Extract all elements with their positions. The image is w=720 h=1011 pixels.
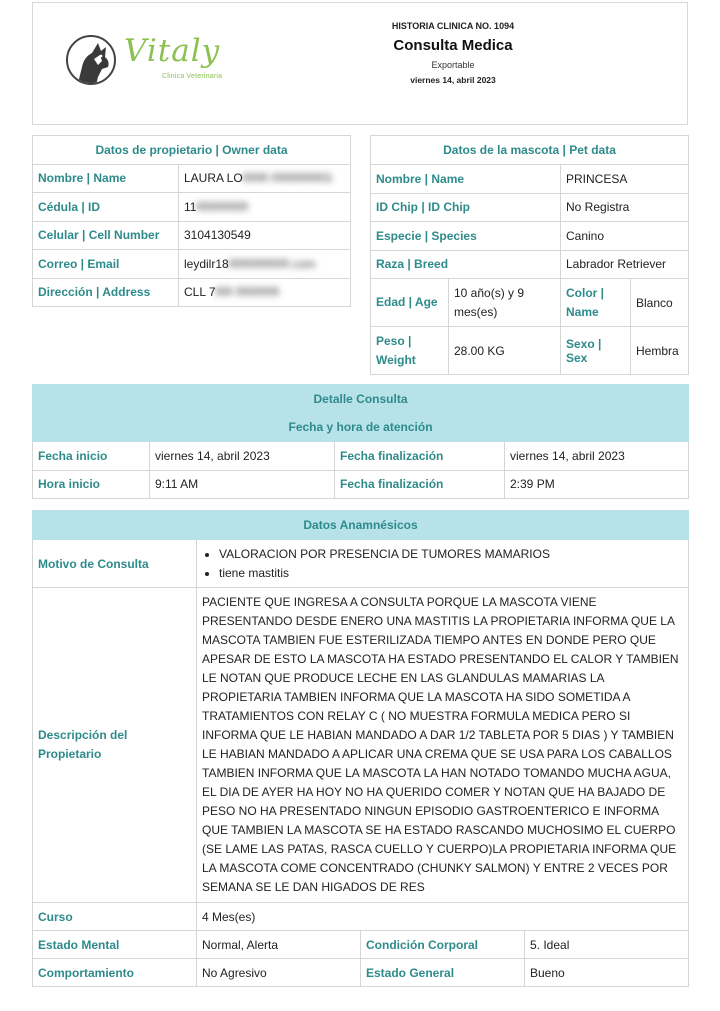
fecha-fin-value: viernes 14, abril 2023 (505, 442, 689, 471)
curso-label: Curso (33, 903, 197, 931)
pet-sex-value: Hembra (631, 327, 689, 375)
fecha-fin-label: Fecha finalización (335, 442, 505, 471)
table-row (33, 588, 689, 903)
condicion-corporal-label: Condición Corporal (361, 931, 525, 959)
header-text (333, 3, 573, 85)
hora-fin-label: Fecha finalización (335, 470, 505, 499)
table-row (33, 164, 351, 193)
brand-subtitle: Clinica Veterinaria (162, 73, 223, 80)
owner-address-value (179, 278, 351, 307)
pet-weight-value: 28.00 KG (449, 327, 561, 375)
pet-weight-label: Peso | Weight (371, 327, 449, 375)
table-row (33, 193, 351, 222)
comportamiento-value: No Agresivo (197, 959, 361, 987)
owner-email-blurred: RRRRRRR.com (228, 256, 316, 271)
pet-data-table (370, 135, 689, 375)
owner-cell-value (179, 221, 351, 250)
table-row (371, 222, 689, 251)
fecha-inicio-label: Fecha inicio (33, 442, 150, 471)
hora-fin-value: 2:39 PM (505, 470, 689, 499)
anamnesis-section-title: Datos Anamnésicos (33, 511, 689, 540)
table-row (33, 221, 351, 250)
owner-email-visible: leydilr18 (184, 256, 229, 271)
pet-breed-label: Raza | Breed (371, 250, 561, 279)
table-row (33, 959, 689, 987)
estado-general-label: Estado General (361, 959, 525, 987)
brand-name: Vitaly (124, 33, 221, 69)
descripcion-value (197, 588, 689, 903)
estado-general-value: Bueno (525, 959, 689, 987)
motivo-list (202, 545, 683, 583)
owner-name-visible: LAURA LO (184, 171, 243, 186)
pet-chip-label: ID Chip | ID Chip (371, 193, 561, 222)
table-row (33, 931, 689, 959)
document-subtitle: Exportable (431, 60, 475, 70)
motivo-label: Motivo de Consulta (33, 540, 197, 588)
table-row (371, 193, 689, 222)
owner-id-visible: 11 (184, 199, 197, 214)
estado-mental-value: Normal, Alerta (197, 931, 361, 959)
dog-logo-icon (66, 35, 116, 85)
clinic-logo (66, 33, 226, 89)
fecha-inicio-value: viernes 14, abril 2023 (150, 442, 335, 471)
owner-id-value (179, 193, 351, 222)
owner-address-visible: CLL 7 (184, 285, 216, 300)
owner-id-label: Cédula | ID (33, 193, 179, 222)
owner-name-blurred: RRR RRRRRRS (242, 171, 333, 186)
pet-section-title: Datos de la mascota | Pet data (371, 136, 689, 165)
document-title: Consulta Medica (393, 37, 513, 54)
owner-address-blurred: RR RRRRR (215, 285, 280, 300)
condicion-corporal-value: 5. Ideal (525, 931, 689, 959)
table-row (33, 442, 689, 471)
owner-address-label: Dirección | Address (33, 278, 179, 307)
table-row (371, 327, 689, 375)
pet-color-label: Color | Name (561, 279, 631, 327)
anamnesis-table (32, 510, 689, 987)
pet-age-label: Edad | Age (371, 279, 449, 327)
pet-chip-value: No Registra (561, 193, 689, 222)
pet-age-value: 10 año(s) y 9 mes(es) (449, 279, 561, 327)
table-row (33, 470, 689, 499)
consulta-detail-table (32, 384, 689, 499)
list-item: • VALORACION POR PRESENCIA DE TUMORES MAMARIOS (219, 545, 683, 564)
owner-id-blurred: RRRRRR (196, 199, 249, 214)
table-row (33, 278, 351, 307)
hora-inicio-label: Hora inicio (33, 470, 150, 499)
history-number: HISTORIA CLINICA NO. 1094 (391, 21, 515, 31)
owner-name-label: Nombre | Name (33, 164, 179, 193)
owner-name-value (179, 164, 351, 193)
owner-email-value (179, 250, 351, 279)
table-row (33, 250, 351, 279)
pet-color-value: Blanco (631, 279, 689, 327)
pet-name-value: PRINCESA (561, 165, 689, 194)
pet-breed-value: Labrador Retriever (561, 250, 689, 279)
comportamiento-label: Comportamiento (33, 959, 197, 987)
pet-name-label: Nombre | Name (371, 165, 561, 194)
table-row (371, 279, 689, 327)
pet-sex-label: Sexo | Sex (561, 327, 631, 375)
pet-species-label: Especie | Species (371, 222, 561, 251)
owner-data-table (32, 135, 351, 307)
hora-inicio-value: 9:11 AM (150, 470, 335, 499)
motivo-value (197, 540, 689, 588)
descripcion-label: Descripción del Propietario (33, 588, 197, 903)
owner-section-title: Datos de propietario | Owner data (33, 136, 351, 165)
table-row (33, 903, 689, 931)
table-row (33, 540, 689, 588)
document-date: viernes 14, abril 2023 (410, 75, 496, 85)
consulta-subtitle: Fecha y hora de atención (33, 413, 689, 442)
consulta-section-title: Detalle Consulta (33, 385, 689, 414)
estado-mental-label: Estado Mental (33, 931, 197, 959)
table-row (371, 165, 689, 194)
pet-species-value: Canino (561, 222, 689, 251)
owner-email-label: Correo | Email (33, 250, 179, 279)
list-item: • tiene mastitis (219, 564, 683, 583)
owner-cell-visible: 3104130549 (184, 228, 251, 243)
curso-value: 4 Mes(es) (197, 903, 689, 931)
descripcion-text: PACIENTE QUE INGRESA A CONSULTA PORQUE LA MASCOTA VIENE PRESENTANDO DESDE ENERO UNA MASTITIS LA PROPIETARIA INFORMA QUE LA MASCOTA TAMBIEN FUE ESTERILIZADA TIEMPO ANTES EN DONDE PERO QUE APESAR DE ESTO LA MASCOTA HA ESTADO PRESENTANDO EL CALOR Y TAMBIEN LE NOTAN QUE PRODUCE LECHE EN LAS GLANDULAS MAMARIAS LA PROPIETARIA TAMBIEN INFORMA QUE LA MASCOTA HA SIDO SOMETIDA A TRATAMIENTOS CON RELAY C ( NO MUESTRA FORMULA MEDICA PERO SI INFORMA QUE LE HABIAN MANDADO A DAR 1/2 TABLETA POR 5 DIAS ) Y TAMBIEN LE HABIAN MANDADO A APLICAR UNA CREMA QUE SE USA PARA LOS CABALLOS TAMBIEN INFORMA QUE LA MASCOTA LA HAN NOTADO TOMANDO MUCHA AGUA, EL DIA DE AYER HA HOY NO HA QUERIDO COMER Y NOTAN QUE HA BAJADO DE PESO NO HA PRESENTADO NINGUN EPISODIO GASTROENTERICO E INFORMA QUE TAMBIEN LA MASCOTA SE HA ESTADO RASCANDO MUCHOSIMO EL CUERPO (SE LAME LAS PATAS, RASCA CUELLO Y CUERPO)LA PROPIETARIA INFORMA QUE LA MASCOTA COME CONCENTRADO (CHUNKY SALMON) Y ENTRE 2 VECES POR SEMANA SE LE DAN HIGADOS DE RES (202, 595, 679, 894)
owner-cell-label: Celular | Cell Number (33, 221, 179, 250)
table-row (371, 250, 689, 279)
document-header (32, 2, 688, 125)
